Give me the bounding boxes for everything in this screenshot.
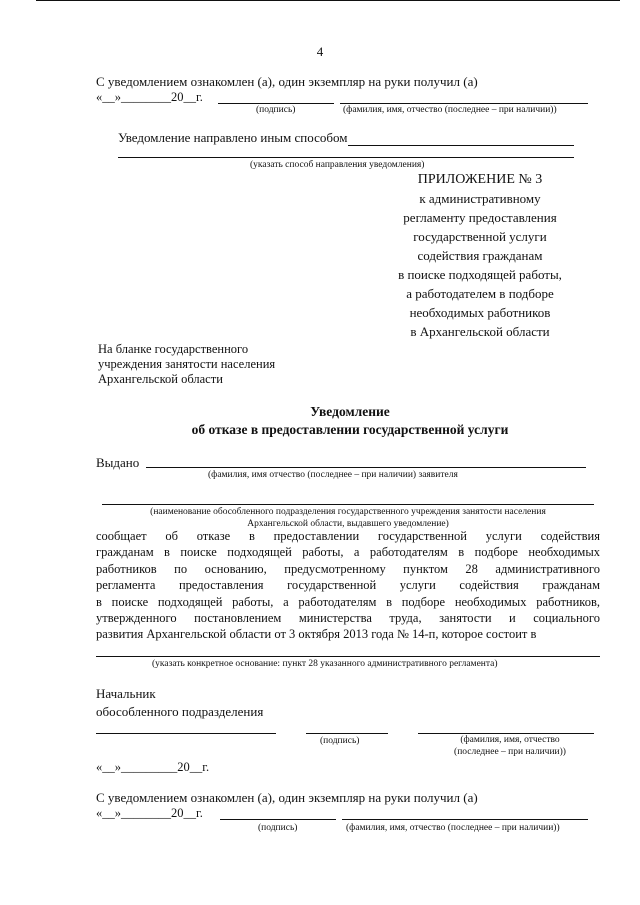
head-name-caption (430, 734, 590, 758)
appendix-line: содействия гражданам (417, 248, 543, 263)
issued-org-caption-line: (наименование обособленного подразделения государственного учреждения занятости населения (150, 507, 546, 517)
body-line: работников по основанию, предусмотренному пунктом 28 административного (96, 561, 600, 576)
ack-top-signature-line (218, 103, 334, 104)
appendix-line: необходимых работников (409, 305, 551, 320)
ack-bottom-text: С уведомлением ознакомлен (а), один экземпляр на руки получил (а) (96, 790, 478, 805)
head-name-caption-line: (фамилия, имя, отчество (460, 735, 560, 745)
body-line: сообщает об отказе в предоставлении государственной услуги содействия (96, 529, 600, 543)
head-title-line: обособленного подразделения (96, 704, 264, 719)
head-date: «__»_________20__г. (96, 760, 210, 774)
other-method-line-2 (118, 157, 574, 158)
other-method-line (348, 145, 574, 146)
issued-org-line (102, 504, 594, 505)
ack-bottom-signature-line (220, 819, 336, 820)
issued-name-caption: (фамилия, имя отчество (последнее – при наличии) заявителя (208, 470, 458, 480)
top-border-line (36, 0, 620, 1)
appendix-line: регламенту предоставления (403, 210, 557, 225)
appendix-line: в поиске подходящей работы, (398, 267, 562, 282)
ack-top-text: С уведомлением ознакомлен (а), один экземпляр на руки получил (а) (96, 74, 478, 89)
ack-top-date: «__»________20__г. (96, 90, 203, 104)
body-line: развития Архангельской области от 3 октября 2013 года № 14-п, которое состоит в (96, 627, 537, 642)
ack-bottom-name-line (342, 819, 588, 820)
appendix-line: а работодателем в подборе (406, 286, 554, 301)
body-line: утвержденного постановлением министерства труда, занятости и социального (96, 611, 600, 626)
issued-org-caption-line: Архангельской области, выдавшего уведомление) (247, 519, 449, 529)
body-line: гражданам в поиске подходящей работы, а работодателям в подборе необходимых (96, 545, 600, 560)
appendix-line: государственной услуги (413, 229, 547, 244)
ack-bottom-date: «__»________20__г. (96, 806, 203, 820)
issued-org-caption (96, 506, 600, 530)
notice-body (96, 528, 600, 643)
other-method-caption: (указать способ направления уведомления) (250, 160, 425, 170)
appendix-line: к административному (419, 191, 541, 206)
appendix-line: в Архангельской области (410, 324, 550, 339)
notice-title: Уведомление (310, 404, 390, 419)
reason-line (96, 656, 600, 657)
head-signature-caption: (подпись) (320, 736, 360, 746)
ack-bottom-name-caption: (фамилия, имя, отчество (последнее – при наличии)) (346, 823, 560, 833)
head-signature-line (306, 733, 388, 734)
body-line: регламента предоставления государственной услуги содействия гражданам (96, 578, 600, 593)
ack-top-name-line (340, 103, 588, 104)
ack-bottom-signature-caption: (подпись) (258, 823, 298, 833)
page-number: 4 (316, 44, 324, 59)
other-method-text: Уведомление направлено иным способом (118, 130, 348, 145)
notice-subtitle: об отказе в предоставлении государственной услуги (191, 422, 509, 437)
head-title-line: Начальник (96, 686, 156, 701)
letterhead-line: учреждения занятости населения (98, 357, 276, 371)
issued-name-line (146, 467, 586, 468)
reason-caption: (указать конкретное основание: пункт 28 указанного административного регламента) (152, 659, 498, 669)
appendix-block (370, 170, 590, 341)
appendix-title: ПРИЛОЖЕНИЕ № 3 (417, 172, 543, 187)
letterhead-line: На бланке государственного (98, 342, 249, 356)
ack-top-signature-caption: (подпись) (256, 105, 296, 115)
issued-label: Выдано (96, 455, 140, 470)
body-line: в поиске подходящей работы, а работодателям в подборе необходимых работников, (96, 594, 600, 609)
letterhead-line: Архангельской области (98, 372, 223, 386)
ack-top-name-caption: (фамилия, имя, отчество (последнее – при наличии)) (343, 105, 557, 115)
head-name-caption-line: (последнее – при наличии)) (454, 747, 566, 757)
head-unit-line (96, 733, 276, 734)
